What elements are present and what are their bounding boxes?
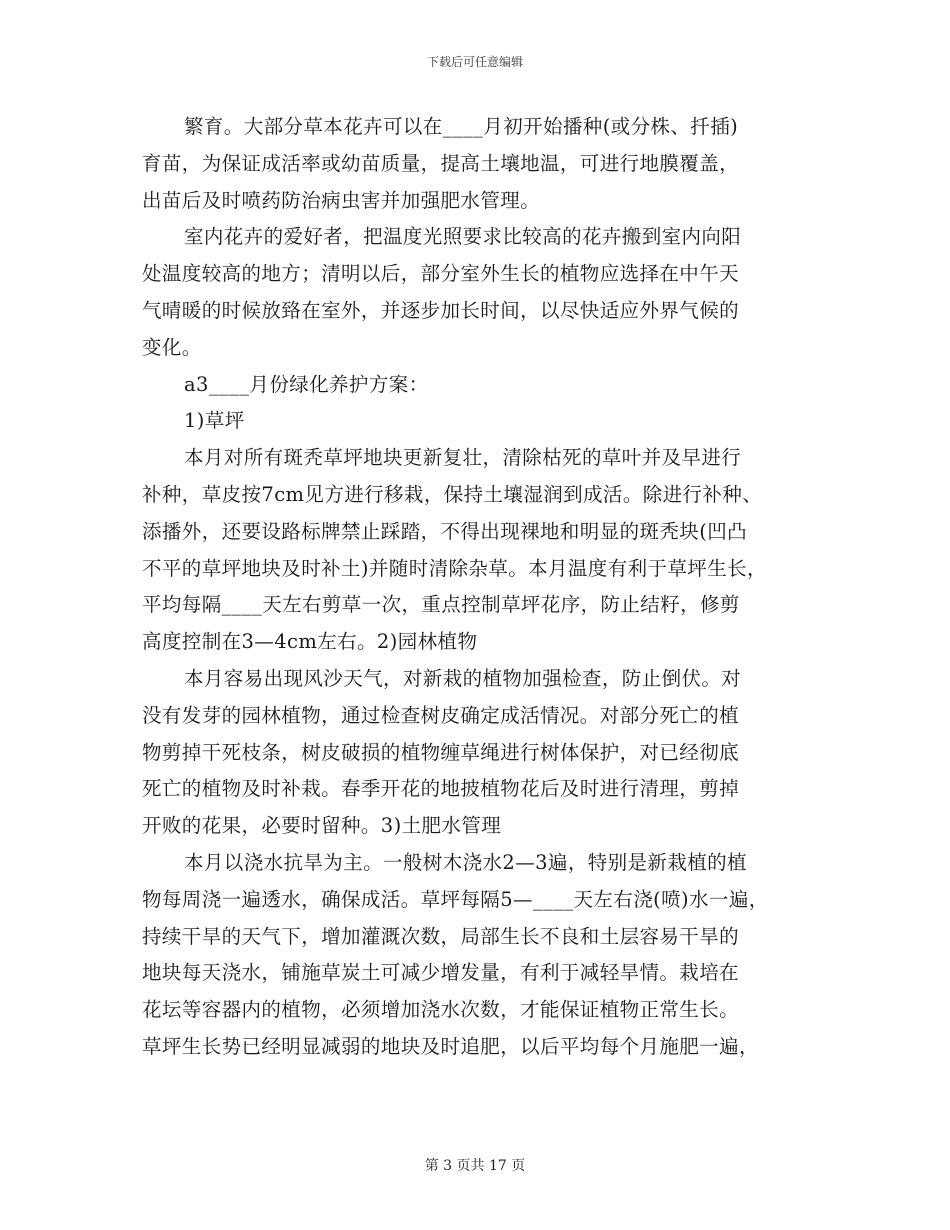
text-line: 室内花卉的爱好者，把温度光照要求比较高的花卉搬到室内向阳 <box>184 225 742 249</box>
page-header: 下载后可任意编辑 <box>426 55 523 69</box>
text-line: 变化。 <box>142 335 202 359</box>
subsection-heading: 1)草坪 <box>184 409 245 433</box>
text-line: 本月容易出现风沙天气，对新栽的植物加强检查，防止倒伏。对 <box>184 666 742 690</box>
text-line: 持续干旱的天气下，增加灌溉次数，局部生长不良和土层容易干旱的 <box>142 924 740 948</box>
text-line: 繁育。大部分草本花卉可以在____月初开始播种(或分株、扦插) <box>184 115 739 138</box>
document-body <box>142 109 822 1066</box>
text-line: 草坪生长势已经明显减弱的地块及时追肥，以后平均每个月施肥一遍， <box>142 1034 759 1058</box>
text-line: 高度控制在3—4cm左右。2)园林植物 <box>142 630 478 654</box>
text-line: 气晴暖的时候放臵在室外，并逐步加长时间，以尽快适应外界气候的 <box>142 298 740 322</box>
text-line: 处温度较高的地方；清明以后，部分室外生长的植物应选择在中午天 <box>142 262 740 286</box>
text-line: 花坛等容器内的植物，必须增加浇水次数，才能保证植物正常生长。 <box>142 998 740 1022</box>
text-line: 物剪掉干死枝条，树皮破损的植物缠草绳进行树体保护，对已经彻底 <box>142 740 740 764</box>
text-line: 地块每天浇水，铺施草炭土可减少增发量，有利于减轻旱情。栽培在 <box>142 961 740 985</box>
text-line: 补种，草皮按7cm见方进行移栽，保持土壤湿润到成活。除进行补种、 <box>142 482 763 506</box>
section-heading: a3____月份绿化养护方案： <box>184 372 429 396</box>
text-line: 不平的草坪地块及时补土)并随时清除杂草。本月温度有利于草坪生长， <box>142 556 767 580</box>
text-line: 开败的花果，必要时留种。3)土肥水管理 <box>142 814 502 838</box>
text-line: 添播外，还要设路标牌禁止踩踏，不得出现裸地和明显的斑秃块(凹凸 <box>142 519 748 543</box>
text-line: 育苗，为保证成活率或幼苗质量，提高土壤地温，可进行地膜覆盖， <box>142 151 740 175</box>
text-line: 出苗后及时喷药防治病虫害并加强肥水管理。 <box>142 188 541 212</box>
page-footer: 第 3 页共 17 页 <box>424 1158 526 1174</box>
text-line: 平均每隔____天左右剪草一次，重点控制草坪花序，防止结籽，修剪 <box>142 593 740 617</box>
text-line: 物每周浇一遍透水，确保成活。草坪每隔5—____天左右浇(喷)水一遍， <box>142 887 769 911</box>
text-line: 本月以浇水抗旱为主。一般树木浇水2—3遍，特别是新栽植的植 <box>184 850 747 874</box>
text-line: 本月对所有斑秃草坪地块更新复壮，清除枯死的草叶并及早进行 <box>184 446 742 470</box>
text-line: 死亡的植物及时补栽。春季开花的地披植物花后及时进行清理，剪掉 <box>142 777 740 801</box>
text-line: 没有发芽的园林植物，通过检查树皮确定成活情况。对部分死亡的植 <box>142 703 740 727</box>
